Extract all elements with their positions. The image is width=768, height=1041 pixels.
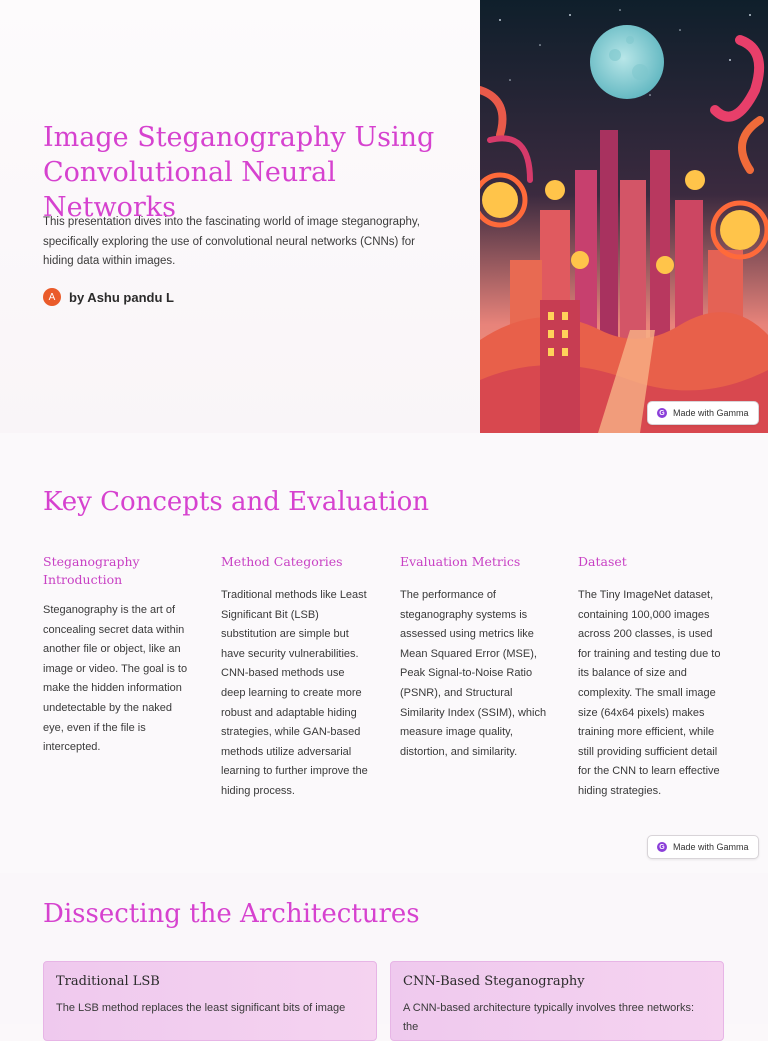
made-with-gamma-button[interactable]: [647, 835, 759, 859]
author-name: by Ashu pandu L: [69, 289, 174, 305]
column-text: The Tiny ImageNet dataset, containing 100,000 images across 200 classes, is used for training and testing due to its balance of size and complexity. The small image size (64x64 pixels) makes training more efficient, while still providing sufficient detail for the CNN to learn effective hiding strategies.: [578, 589, 721, 797]
column-title: Dataset: [578, 554, 627, 569]
presentation-subtitle: This presentation dives into the fascinating world of image steganography, specifically exploring the use of convolutional neural networks (CNNs) for hiding data within images.: [43, 216, 420, 267]
architecture-card: [43, 961, 377, 1041]
gamma-logo-icon: G: [657, 408, 667, 418]
key-concepts-heading: Key Concepts and Evaluation: [43, 487, 430, 517]
column-text: Traditional methods like Least Significant Bit (LSB) substitution are simple but have security vulnerabilities. CNN-based methods use deep learning to create more robust and adaptable hiding strategies, while GAN-based methods utilize adversarial learning to further improve the hiding process.: [221, 589, 368, 797]
concept-column: [221, 553, 369, 802]
badge-label: Made with Gamma: [673, 408, 749, 418]
card-title: CNN-Based Steganography: [403, 974, 585, 989]
column-title: Evaluation Metrics: [400, 554, 521, 569]
column-title: Steganography Introduction: [43, 554, 140, 587]
gamma-logo-icon: G: [657, 842, 667, 852]
column-text: Steganography is the art of concealing secret data within another file or object, like an image or video. The goal is to make the hidden information undetectable by the naked eye, even if the file is intercepted.: [43, 604, 188, 754]
architecture-card: [390, 961, 724, 1041]
presentation-title: Image Steganography Using Convolutional Neural Networks: [43, 122, 435, 223]
badge-label: Made with Gamma: [673, 842, 749, 852]
concept-column: [400, 553, 548, 762]
card-title: Traditional LSB: [56, 974, 160, 989]
architectures-heading: Dissecting the Architectures: [43, 899, 420, 929]
author-row: [43, 288, 174, 306]
avatar: A: [43, 288, 61, 306]
column-title: Method Categories: [221, 554, 343, 569]
city-moon-illustration-icon: [480, 0, 768, 433]
title-slide: [0, 0, 768, 433]
card-text: A CNN-based architecture typically involves three networks: the: [403, 1002, 695, 1033]
made-with-gamma-button[interactable]: [647, 401, 759, 425]
concept-column: [43, 553, 191, 758]
column-text: The performance of steganography systems is assessed using metrics like Mean Squared Error (MSE), Peak Signal-to-Noise Ratio (PSNR), and Structural Similarity Index (SSIM), which measure image quality, distortion, and similarity.: [400, 589, 547, 758]
hero-illustration: [480, 0, 768, 433]
card-text: The LSB method replaces the least significant bits of image: [56, 1002, 346, 1014]
concept-column: [578, 553, 726, 802]
